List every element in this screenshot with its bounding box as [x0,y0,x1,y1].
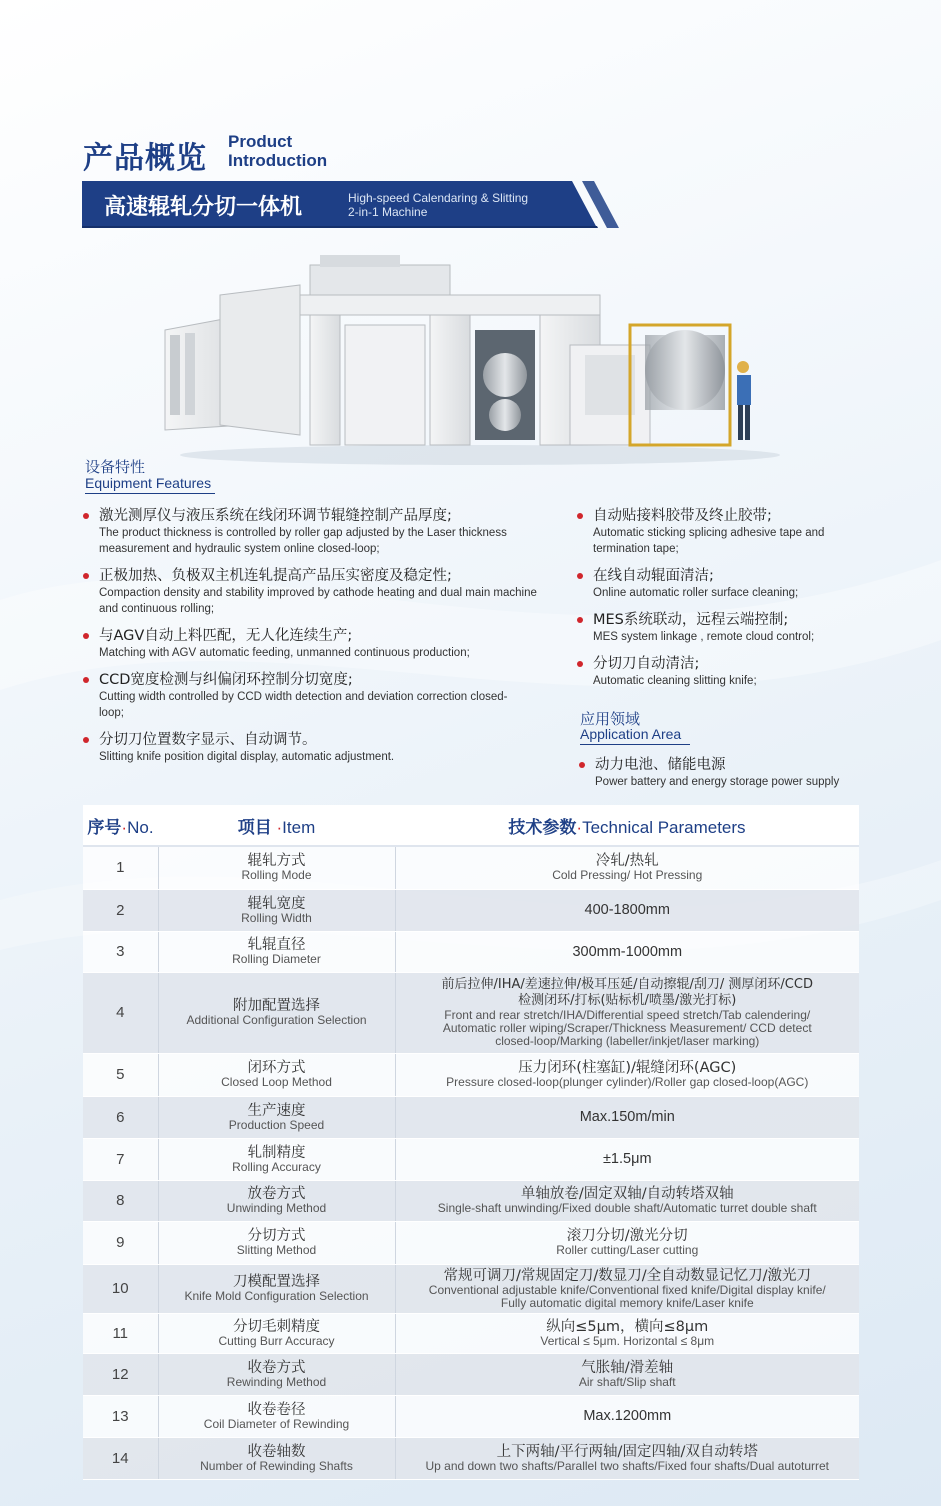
application-title-cn: 应用领域 [580,710,641,728]
row-parameter: 300mm-1000mm [395,931,859,972]
table-row [83,1180,859,1221]
spec-table [83,805,859,1480]
row-item: 附加配置选择 Additional Configuration Selection [158,972,395,1053]
row-parameter: ±1.5μm [395,1138,859,1180]
row-number: 10 [83,1264,158,1313]
row-parameter: 常规可调刀/常规固定刀/数显刀/全自动数显记忆刀/激光刀 Conventional adjustable knife/Conventional fixed knife/Digital display knife/ Fully automatic digital memory knife/Laser knife [395,1264,859,1313]
banner-subtitle: High-speed Calendaring & Slitting 2-in-1 Machine [348,191,529,219]
row-parameter: 上下两轴/平行两轴/固定四轴/双自动转塔 Up and down two shafts/Parallel two shafts/Fixed four shafts/Dual autoturret [395,1437,859,1479]
features-divider [85,493,215,494]
table-row [83,1138,859,1180]
row-number: 12 [83,1353,158,1395]
row-item: 分切方式 Slitting Method [158,1221,395,1264]
row-number: 8 [83,1180,158,1221]
feature-item: MES系统联动，远程云端控制; MES system linkage , remote cloud control; [577,611,842,645]
bullet-icon [579,762,585,768]
row-number: 4 [83,972,158,1053]
row-number: 14 [83,1437,158,1479]
table-row [83,1313,859,1353]
row-item: 轧制精度 Rolling Accuracy [158,1138,395,1180]
features-title-en: Equipment Features [85,475,212,491]
header-item: 项目 ·Item [158,805,395,846]
row-number: 13 [83,1395,158,1437]
bullet-icon [577,617,583,623]
row-number: 7 [83,1138,158,1180]
feature-item: 正极加热、负极双主机连轧提高产品压实密度及稳定性; Compaction density and stability improved by cathode heating and dual main machine and continuous rolling; [83,567,543,617]
product-banner [82,181,622,228]
row-parameter: 冷轧/热轧 Cold Pressing/ Hot Pressing [395,846,859,889]
feature-item: CCD宽度检测与纠偏闭环控制分切宽度; Cutting width controlled by CCD width detection and deviation correction closed-loop; [83,671,523,721]
table-row [83,1395,859,1437]
row-number: 5 [83,1053,158,1096]
table-row [83,889,859,931]
row-parameter: 纵向≤5μm，横向≤8μm Vertical ≤ 5μm. Horizontal ≤ 8μm [395,1313,859,1353]
row-number: 9 [83,1221,158,1264]
feature-item: 分切刀位置数字显示、自动调节。 Slitting knife position digital display, automatic adjustment. [83,731,553,765]
row-item: 收卷方式 Rewinding Method [158,1353,395,1395]
feature-item: 激光测厚仪与液压系统在线闭环调节辊缝控制产品厚度; The product thickness is controlled by roller gap adjusted by the Laser thickness measurement and hydraulic system online closed-loop; [83,507,553,557]
row-item: 分切毛刺精度 Cutting Burr Accuracy [158,1313,395,1353]
bullet-icon [83,573,89,579]
row-item: 收卷轴数 Number of Rewinding Shafts [158,1437,395,1479]
row-number: 11 [83,1313,158,1353]
table-row [83,1437,859,1479]
table-row [83,1096,859,1138]
feature-item: 在线自动辊面清洁; Online automatic roller surface cleaning; [577,567,837,601]
row-item: 轧辊直径 Rolling Diameter [158,931,395,972]
feature-item: 分切刀自动清洁; Automatic cleaning slitting knife; [577,655,837,689]
table-row [83,1264,859,1313]
machine-illustration [160,255,780,470]
row-parameter: 滚刀分切/激光分切 Roller cutting/Laser cutting [395,1221,859,1264]
table-row [83,1221,859,1264]
row-number: 1 [83,846,158,889]
row-parameter: 400-1800mm [395,889,859,931]
application-divider [580,744,690,745]
bullet-icon [83,633,89,639]
table-header-row [83,805,859,846]
table-row [83,931,859,972]
bullet-icon [83,513,89,519]
row-parameter: 压力闭环(柱塞缸)/辊缝闭环(AGC) Pressure closed-loop(plunger cylinder)/Roller gap closed-loop(AGC) [395,1053,859,1096]
bullet-icon [577,661,583,667]
application-title-en: Application Area [580,726,682,742]
row-parameter: Max.1200mm [395,1395,859,1437]
row-parameter: Max.150m/min [395,1096,859,1138]
header-no: 序号·No. [83,805,158,846]
page-title: 产品概览 [83,141,207,176]
row-item: 闭环方式 Closed Loop Method [158,1053,395,1096]
header-parameters: 技术参数·Technical Parameters [395,805,859,846]
row-number: 3 [83,931,158,972]
application-item: 动力电池、储能电源 Power battery and energy storage power supply [579,756,869,790]
row-item: 放卷方式 Unwinding Method [158,1180,395,1221]
bullet-icon [577,573,583,579]
row-item: 辊轧方式 Rolling Mode [158,846,395,889]
row-item: 刀模配置选择 Knife Mold Configuration Selection [158,1264,395,1313]
feature-item: 自动贴接料胶带及终止胶带; Automatic sticking splicing adhesive tape and termination tape; [577,507,837,557]
feature-item: 与AGV自动上料匹配，无人化连续生产; Matching with AGV automatic feeding, unmanned continuous production; [83,627,553,661]
table-row [83,1053,859,1096]
table-row [83,972,859,1053]
row-item: 收卷卷径 Coil Diameter of Rewinding [158,1395,395,1437]
row-parameter: 单轴放卷/固定双轴/自动转塔双轴 Single-shaft unwinding/Fixed double shaft/Automatic turret double shaft [395,1180,859,1221]
row-item: 辊轧宽度 Rolling Width [158,889,395,931]
row-parameter: 气胀轴/滑差轴 Air shaft/Slip shaft [395,1353,859,1395]
table-row [83,1353,859,1395]
table-row [83,846,859,889]
banner-title: 高速辊轧分切一体机 [104,195,303,220]
row-number: 2 [83,889,158,931]
bullet-icon [577,513,583,519]
features-title-cn: 设备特性 [85,458,146,476]
row-number: 6 [83,1096,158,1138]
bullet-icon [83,677,89,683]
row-item: 生产速度 Production Speed [158,1096,395,1138]
bullet-icon [83,737,89,743]
page-title-en: Product Introduction [228,132,328,170]
row-parameter: 前后拉伸/IHA/差速拉伸/极耳压延/自动擦辊/刮刀/ 测厚闭环/CCD检测闭环/打标(贴标机/喷墨/激光打标) Front and rear stretch/IHA/Differential speed stretch/Tab calendering/ Automatic roller wiping/Scraper/Thickness Measurement/ CCD detect closed-loop/Marking (labeller/inkjet/laser marking) [395,972,859,1053]
